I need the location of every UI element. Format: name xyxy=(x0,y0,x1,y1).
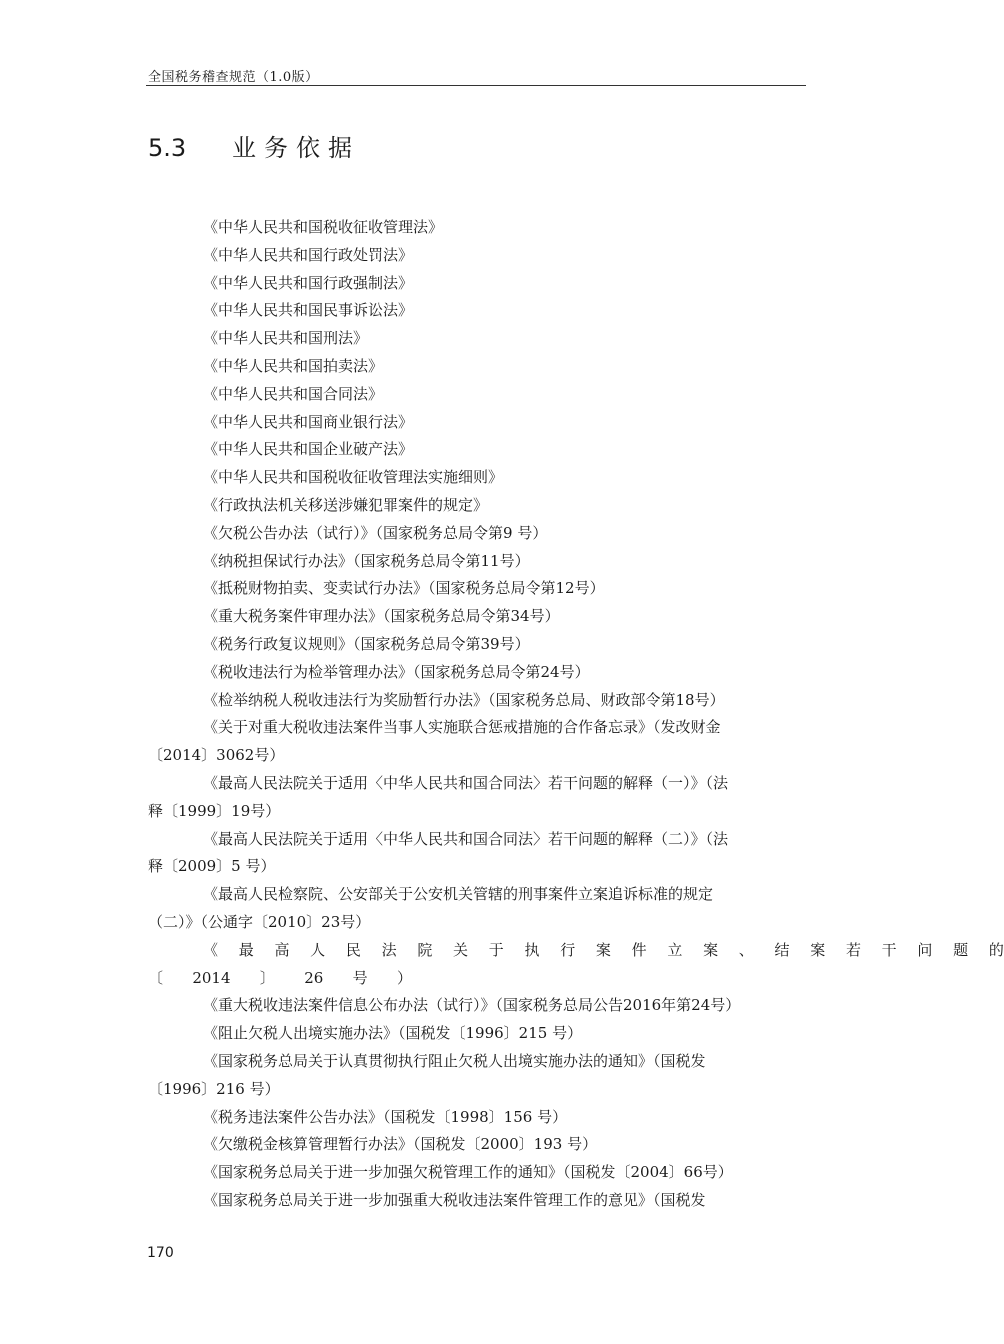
reference-item-continuation: 〔 2014 〕 26 号 ） xyxy=(148,968,412,987)
reference-item: 《国家税务总局关于进一步加强重大税收违法案件管理工作的意见》（国税发 xyxy=(203,1190,706,1209)
section-number: 5.3 xyxy=(148,134,187,162)
reference-item: 《行政执法机关移送涉嫌犯罪案件的规定》 xyxy=(203,495,489,514)
reference-item: 《中华人民共和国税收征收管理法实施细则》 xyxy=(203,468,504,487)
section-heading xyxy=(148,128,360,163)
reference-item-continuation: 〔2014〕3062号） xyxy=(148,746,285,765)
reference-item: 《中华人民共和国刑法》 xyxy=(203,329,369,348)
reference-item: 《中华人民共和国合同法》 xyxy=(203,384,384,403)
reference-item: 《国家税务总局关于认真贯彻执行阻止欠税人出境实施办法的通知》（国税发 xyxy=(203,1051,706,1070)
reference-item: 《阻止欠税人出境实施办法》（国税发〔1996〕215 号） xyxy=(203,1024,583,1043)
reference-item: 《税收违法行为检举管理办法》（国家税务总局令第24号） xyxy=(203,662,590,681)
reference-item: 《税务行政复议规则》（国家税务总局令第39号） xyxy=(203,634,530,653)
reference-item: 《国家税务总局关于进一步加强欠税管理工作的通知》（国税发〔2004〕66号） xyxy=(203,1163,733,1182)
reference-item: 《重大税收违法案件信息公布办法（试行）》（国家税务总局公告2016年第24号） xyxy=(203,996,741,1015)
reference-item-continuation: 〔1996〕216 号） xyxy=(148,1079,280,1098)
reference-item: 《税务违法案件公告办法》（国税发〔1998〕156 号） xyxy=(203,1107,568,1126)
reference-item: 《中华人民共和国税收征收管理法》 xyxy=(203,218,444,236)
reference-item: 《最高人民检察院、公安部关于公安机关管辖的刑事案件立案追诉标准的规定 xyxy=(203,885,714,904)
reference-item: 《最高人民法院关于适用〈中华人民共和国合同法〉若干问题的解释（二）》（法 xyxy=(203,829,729,848)
reference-item: 《中华人民共和国拍卖法》 xyxy=(203,356,384,375)
reference-item: 《中华人民共和国行政处罚法》 xyxy=(203,245,414,264)
reference-item: 《中华人民共和国行政强制法》 xyxy=(203,273,414,292)
page-number: 170 xyxy=(147,1245,174,1261)
reference-item: 《中华人民共和国商业银行法》 xyxy=(203,412,414,431)
reference-item: 《检举纳税人税收违法行为奖励暂行办法》（国家税务总局、财政部令第18号） xyxy=(203,690,725,709)
reference-item: 《抵税财物拍卖、变卖试行办法》（国家税务总局令第12号） xyxy=(203,579,605,598)
reference-item-continuation: （二）》（公通字〔2010〕23号） xyxy=(148,912,371,931)
reference-item: 《最高人民法院关于适用〈中华人民共和国合同法〉若干问题的解释（一）》（法 xyxy=(203,773,729,792)
reference-item: 《关于对重大税收违法案件当事人实施联合惩戒措施的合作备忘录》（发改财金 xyxy=(203,718,721,737)
reference-item: 《中华人民共和国民事诉讼法》 xyxy=(203,301,414,320)
reference-item-continuation: 释〔1999〕19号） xyxy=(148,801,281,820)
running-header: 全国税务稽查规范（1.0版） xyxy=(148,70,319,85)
reference-item: 《欠税公告办法（试行）》（国家税务总局令第9 号） xyxy=(203,523,548,542)
reference-item-continuation: 释〔2009〕5 号） xyxy=(148,857,276,876)
section-title: 业务依据 xyxy=(232,134,360,162)
header-rule xyxy=(146,85,806,86)
reference-item: 《重大税务案件审理办法》（国家税务总局令第34号） xyxy=(203,607,560,626)
reference-list xyxy=(148,214,1004,1215)
reference-item: 《纳税担保试行办法》（国家税务总局令第11号） xyxy=(203,551,530,570)
reference-item-justified: 《 最 高 人 民 法 院 关 于 执 行 案 件 立 案 、 结 案 若 干 问 题 的 xyxy=(203,940,1004,959)
reference-item: 《欠缴税金核算管理暂行办法》（国税发〔2000〕193 号） xyxy=(203,1135,598,1154)
reference-item: 《中华人民共和国企业破产法》 xyxy=(203,440,414,459)
